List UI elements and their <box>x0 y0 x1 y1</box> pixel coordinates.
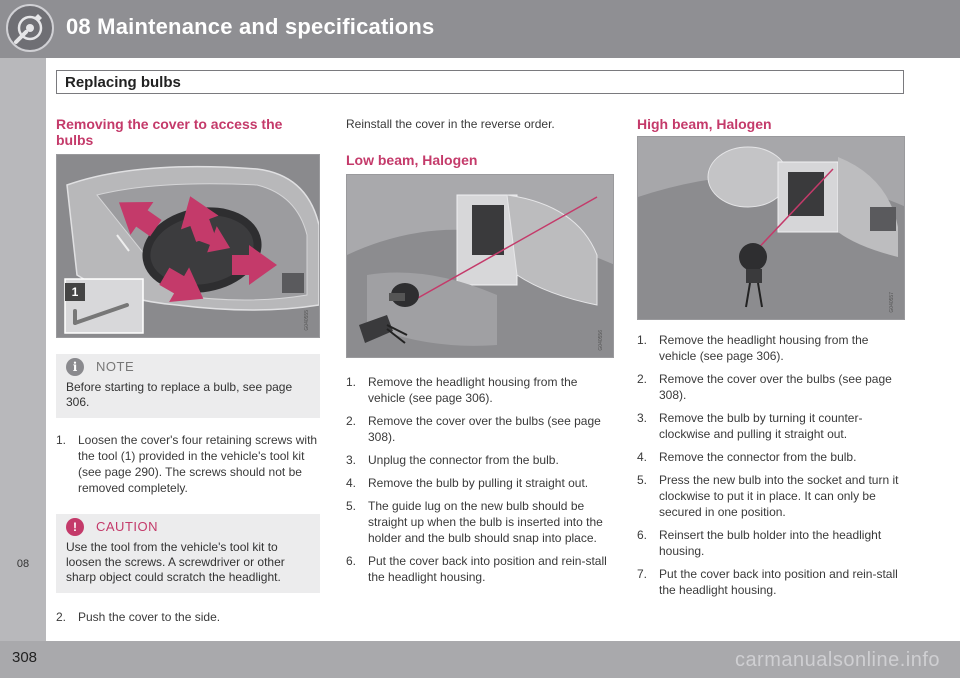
steps-list-high-beam <box>637 332 905 598</box>
step-number: 1. <box>346 375 357 389</box>
column-2 <box>346 116 614 592</box>
steps-list-low-beam <box>346 374 614 585</box>
step-number: 3. <box>637 411 648 425</box>
figure-remove-cover <box>56 154 320 338</box>
list-item <box>637 332 905 364</box>
figure-code: G040557 <box>889 292 895 313</box>
step-number: 2. <box>346 414 357 428</box>
figure-high-beam <box>637 136 905 320</box>
figure-low-beam <box>346 174 614 358</box>
column-3 <box>637 116 905 605</box>
step-number: 4. <box>346 476 357 490</box>
step-text: Loosen the cover's four retaining screws with the tool (1) provided in the vehicle's tool kit (see page 290). The screws should not be removed completely. <box>78 433 318 495</box>
step-text: Reinsert the bulb holder into the headlight housing. <box>659 528 882 558</box>
section-heading-high-beam: High beam, Halogen <box>637 116 772 132</box>
caution-box <box>56 514 320 593</box>
info-icon: i <box>66 358 84 376</box>
step-text: Remove the connector from the bulb. <box>659 450 857 464</box>
list-item <box>637 566 905 598</box>
list-item <box>637 527 905 559</box>
steps-list-remove-cover <box>56 432 320 496</box>
step-number: 5. <box>637 473 648 487</box>
caution-text: Use the tool from the vehicle's tool kit to loosen the screws. A screwdriver or other sharp object could scratch the headlight. <box>66 540 285 584</box>
caution-title: CAUTION <box>96 519 158 534</box>
step-text: Put the cover back into position and rein-stall the headlight housing. <box>659 567 898 597</box>
list-item <box>56 432 320 496</box>
page-number: 308 <box>12 649 38 666</box>
chapter-header <box>0 0 960 58</box>
step-number: 3. <box>346 453 357 467</box>
section-heading-remove-cover: Removing the cover to access the bulbs <box>56 116 283 148</box>
list-item <box>346 452 614 468</box>
list-item <box>637 371 905 403</box>
step-text: Remove the headlight housing from the vehicle (see page 306). <box>368 375 578 405</box>
list-item <box>637 449 905 465</box>
list-item <box>346 475 614 491</box>
step-text: Remove the bulb by turning it counter-clockwise and pulling it straight out. <box>659 411 863 441</box>
note-title: NOTE <box>96 359 135 374</box>
step-text: The guide lug on the new bulb should be straight up when the bulb is inserted into the holder and the bulb should snap into place. <box>368 499 603 545</box>
list-item <box>637 472 905 520</box>
list-item <box>56 609 320 625</box>
step-number: 2. <box>637 372 648 386</box>
note-header <box>66 354 310 380</box>
step-number: 7. <box>637 567 648 581</box>
step-text: Remove the cover over the bulbs (see page 308). <box>368 414 601 444</box>
figure-code: G040556 <box>598 330 604 351</box>
headlight-cover-illustration <box>57 155 320 338</box>
step-number: 6. <box>637 528 648 542</box>
step-number: 2. <box>56 610 67 624</box>
section-title-bar <box>56 70 904 94</box>
figure-code: G040555 <box>304 310 310 331</box>
watermark: carmanualsonline.info <box>734 649 940 671</box>
step-number: 1. <box>56 433 67 447</box>
warning-icon: ! <box>66 518 84 536</box>
page-title: Replacing bulbs <box>65 74 181 91</box>
note-box <box>56 354 320 418</box>
wrench-gear-icon <box>6 4 54 52</box>
step-number: 1. <box>637 333 648 347</box>
step-text: Remove the bulb by pulling it straight out. <box>368 476 589 490</box>
chapter-tab-label: 08 <box>16 558 30 570</box>
section-heading-low-beam: Low beam, Halogen <box>346 152 478 168</box>
step-text: Press the new bulb into the socket and turn it clockwise to put it in place. It can only be secured in one position. <box>659 473 899 519</box>
list-item <box>346 374 614 406</box>
steps-list-push-cover <box>56 609 320 625</box>
step-number: 5. <box>346 499 357 513</box>
step-text: Remove the cover over the bulbs (see page 308). <box>659 372 892 402</box>
high-beam-illustration <box>638 137 905 320</box>
page-footer <box>0 641 960 678</box>
step-text: Put the cover back into position and rein-stall the headlight housing. <box>368 554 607 584</box>
chapter-title: 08 Maintenance and specifications <box>66 14 435 39</box>
note-text: Before starting to replace a bulb, see page 306. <box>66 380 293 409</box>
caution-header <box>66 514 310 540</box>
step-number: 6. <box>346 554 357 568</box>
callout-badge: 1 <box>65 283 85 301</box>
step-text: Push the cover to the side. <box>78 610 221 624</box>
list-item <box>346 553 614 585</box>
list-item <box>346 498 614 546</box>
column-1 <box>56 116 320 632</box>
step-number: 4. <box>637 450 648 464</box>
list-item <box>346 413 614 445</box>
step-text: Unplug the connector from the bulb. <box>368 453 559 467</box>
low-beam-illustration <box>347 175 614 358</box>
chapter-side-tab <box>0 58 46 646</box>
list-item <box>637 410 905 442</box>
step-text: Remove the headlight housing from the vehicle (see page 306). <box>659 333 869 363</box>
reinstall-text: Reinstall the cover in the reverse order. <box>346 117 555 131</box>
